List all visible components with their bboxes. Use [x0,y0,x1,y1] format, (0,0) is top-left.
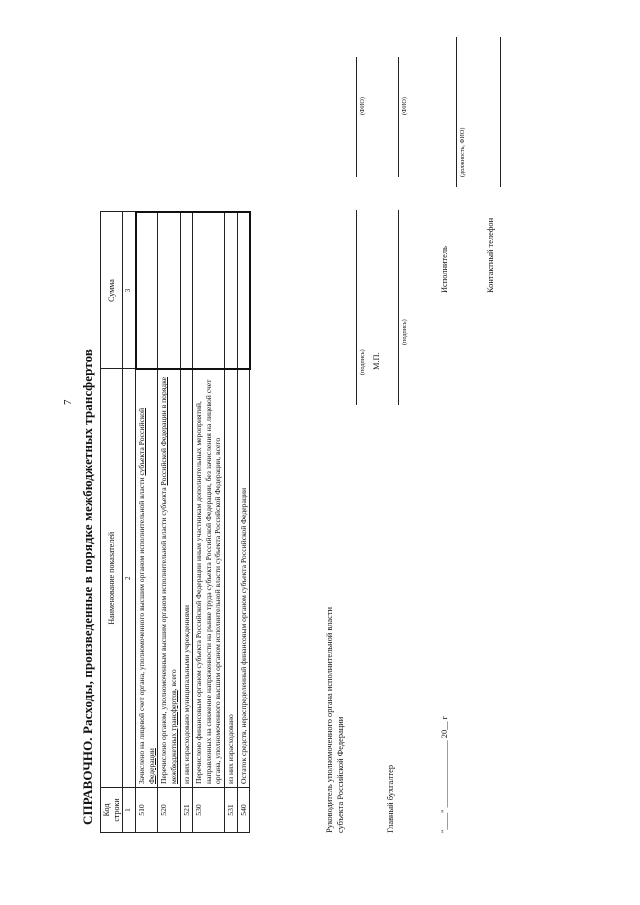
head-sign-caption: (подпись) [359,349,366,375]
head-label-line-1: Руководитель уполномоченного органа исполнительной власти [325,607,334,833]
stamp-placeholder: М.П. [372,352,381,370]
row-sum-cell [193,212,225,369]
phone-label: Контактный телефон [486,217,495,293]
row-name: из них израсходовано [225,369,238,788]
row-name: из них израсходовано муниципальными учреждениями [180,369,193,788]
head-label [325,607,346,833]
title-bold: СПРАВОЧНО [80,740,95,825]
accountant-fio-caption: (ФИО) [401,97,408,115]
accountant-label: Главный бухгалтер [386,764,395,833]
accountant-sign-line [398,210,399,405]
row-name-underlined: Российской Федерации в порядке межбюджетных трансфертов [159,377,179,784]
row-code: 521 [180,788,193,833]
page-number: 7 [62,399,74,405]
row-code: 530 [193,788,225,833]
row-name [158,369,180,788]
table-row [237,212,250,833]
executor-label: Исполнитель [440,246,449,293]
executor-line [456,37,457,187]
header-name: Наименование показателей [101,369,123,788]
table-row [193,212,225,833]
row-name-text: Перечислено органом, уполномоченным высшим органом исполнительной власти субъекта [159,485,169,784]
transfers-table [100,211,251,833]
row-name-text: Зачислено на лицевой счет органа, уполномоченного высшим органом исполнительной власти [137,475,147,784]
row-sum-cell [158,212,180,369]
table-header-row [101,212,123,833]
row-sum-cell [136,212,158,369]
head-sign-line [356,210,357,405]
row-sum-cell [225,212,238,369]
table-row [225,212,238,833]
header-code: Код строки [101,788,123,833]
row-sum-cell [180,212,193,369]
accountant-sign-caption: (подпись) [401,319,408,345]
header-sum: Сумма [101,212,123,369]
executor-caption: (должность, ФИО) [459,127,466,177]
head-label-line-2: субъекта Российской Федерации [335,716,345,833]
table-row [136,212,158,833]
column-number: 2 [123,369,136,788]
title-rest: . Расходы, произведенные в порядке межбюджетных трансфертов [80,349,95,741]
row-code: 540 [237,788,250,833]
row-code: 520 [158,788,180,833]
head-fio-line [356,57,357,177]
row-name-underlined: субъекта Российской Федерации [137,407,156,784]
table-row [180,212,193,833]
row-name: Перечислено финансовым органом субъекта Российской Федерации иным участникам дополнительных мероприятий, направленных на снижение напряженности на рынке труда субъекта Российской Федерации, без зачисления на лицевой счет органа, уполномоченного высшим органом исполнительной власти субъекта Российской Федерации, всего [193,369,225,788]
column-number-row [123,212,136,833]
column-number: 1 [123,788,136,833]
column-number: 3 [123,212,136,369]
accountant-fio-line [398,57,399,177]
row-name: Остаток средств, нераспределенный финансовым органом субъекта Российской Федерации [237,369,250,788]
table-row [158,212,180,833]
row-code: 510 [136,788,158,833]
section-title [80,349,96,825]
row-name [136,369,158,788]
date-line: "____" ________________ 20__ г [440,715,449,833]
phone-line [500,37,501,187]
head-fio-caption: (ФИО) [359,97,366,115]
row-sum-cell [237,212,250,369]
row-name-tail: , всего [169,669,179,691]
row-code: 531 [225,788,238,833]
